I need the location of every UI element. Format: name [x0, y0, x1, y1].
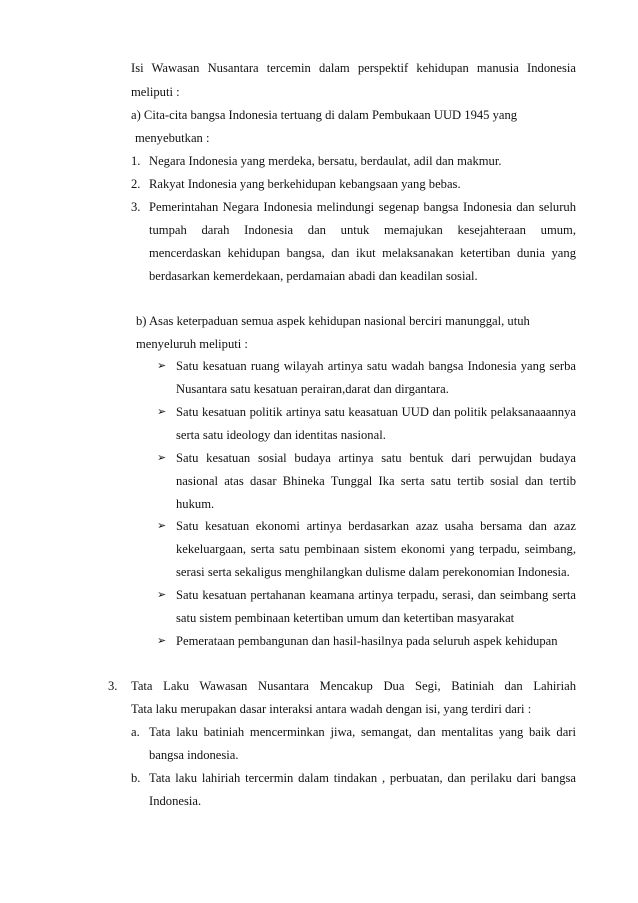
arrow-bullet-icon: ➢	[157, 451, 167, 464]
list-number: 3.	[131, 200, 141, 214]
part-a-line-2: menyebutkan :	[135, 131, 210, 145]
bullet-3-line-1: Satu kesatuan sosial budaya artinya satu bentuk dari perwujdan budaya	[176, 451, 576, 465]
bullet-1-line-2: Nusantara satu kesatuan perairan,darat dan dirgantara.	[176, 382, 449, 396]
part-b-line-2: menyeluruh meliputi :	[136, 337, 248, 351]
bullet-2-line-2: serta satu ideology dan identitas nasional.	[176, 428, 386, 442]
part-a-line-1: a) Cita-cita bangsa Indonesia tertuang di dalam Pembukaan UUD 1945 yang	[131, 108, 518, 122]
section-number: 3.	[108, 679, 118, 693]
arrow-bullet-icon: ➢	[157, 405, 167, 418]
list-letter: a.	[131, 725, 140, 739]
bullet-5-line-1: Satu kesatuan pertahanan keamana artinya terpadu, serasi, dan seimbang serta	[176, 588, 576, 602]
bullet-2-line-1: Satu kesatuan politik artinya satu keasatuan UUD dan politik pelaksanaaannya	[176, 405, 576, 419]
bullet-6-line-1: Pemerataan pembangunan dan hasil-hasilnya pada seluruh aspek kehidupan	[176, 634, 558, 648]
list-number: 2.	[131, 177, 141, 191]
arrow-bullet-icon: ➢	[157, 588, 167, 601]
list-letter: b.	[131, 771, 141, 785]
arrow-bullet-icon: ➢	[157, 359, 167, 372]
item-a-line-1: Tata laku batiniah mencerminkan jiwa, semangat, dan mentalitas yang baik dari	[149, 725, 576, 739]
part-b-line-1: b) Asas keterpaduan semua aspek kehidupan nasional berciri manunggal, utuh	[136, 314, 530, 328]
item-b-line-2: Indonesia.	[149, 794, 202, 808]
list-item-3-line-4: berdasarkan kemerdekaan, perdamaian abadi dan keadilan sosial.	[149, 269, 478, 283]
item-b-line-1: Tata laku lahiriah tercermin dalam tindakan , perbuatan, dan perilaku dari bangsa	[149, 771, 576, 785]
section-3-intro: Tata laku merupakan dasar interaksi antara wadah dengan isi, yang terdiri dari :	[131, 702, 532, 716]
bullet-1-line-1: Satu kesatuan ruang wilayah artinya satu wadah bangsa Indonesia yang serba	[176, 359, 576, 373]
arrow-bullet-icon: ➢	[157, 519, 167, 532]
bullet-4-line-1: Satu kesatuan ekonomi artinya berdasarkan azaz usaha bersama dan azaz	[176, 519, 576, 533]
item-a-line-2: bangsa indonesia.	[149, 748, 239, 762]
intro-line-2: meliputi :	[131, 85, 180, 99]
arrow-bullet-icon: ➢	[157, 634, 167, 647]
bullet-3-line-2: nasional atas dasar Bhineka Tunggal Ika serta satu tertib sosial dan tertib	[176, 474, 576, 488]
list-number: 1.	[131, 154, 141, 168]
list-item-3-line-3: mencerdaskan kehidupan bangsa, dan ikut melaksanakan ketertiban dunia yang	[149, 246, 576, 260]
list-item-3-line-1: Pemerintahan Negara Indonesia melindungi segenap bangsa Indonesia dan seluruh	[149, 200, 576, 214]
section-3-heading: Tata Laku Wawasan Nusantara Mencakup Dua Segi, Batiniah dan Lahiriah	[131, 679, 576, 693]
list-item-3-line-2: tumpah darah Indonesia dan untuk memajukan kesejahteraan umum,	[149, 223, 576, 237]
bullet-5-line-2: satu sistem pembinaan ketertiban umum dan ketertiban masyarakat	[176, 611, 515, 625]
list-item-1: Negara Indonesia yang merdeka, bersatu, berdaulat, adil dan makmur.	[149, 154, 502, 168]
bullet-4-line-3: serasi serta sekaligus menghilangkan dulisme dalam perekonomian Indonesia.	[176, 565, 570, 579]
intro-line-1: Isi Wawasan Nusantara tercemin dalam perspektif kehidupan manusia Indonesia	[131, 61, 576, 75]
bullet-4-line-2: kekeluargaan, serta satu pembinaan sistem ekonomi yang terpadu, seimbang,	[176, 542, 576, 556]
bullet-3-line-3: hukum.	[176, 497, 215, 511]
list-item-2: Rakyat Indonesia yang berkehidupan kebangsaan yang bebas.	[149, 177, 461, 191]
